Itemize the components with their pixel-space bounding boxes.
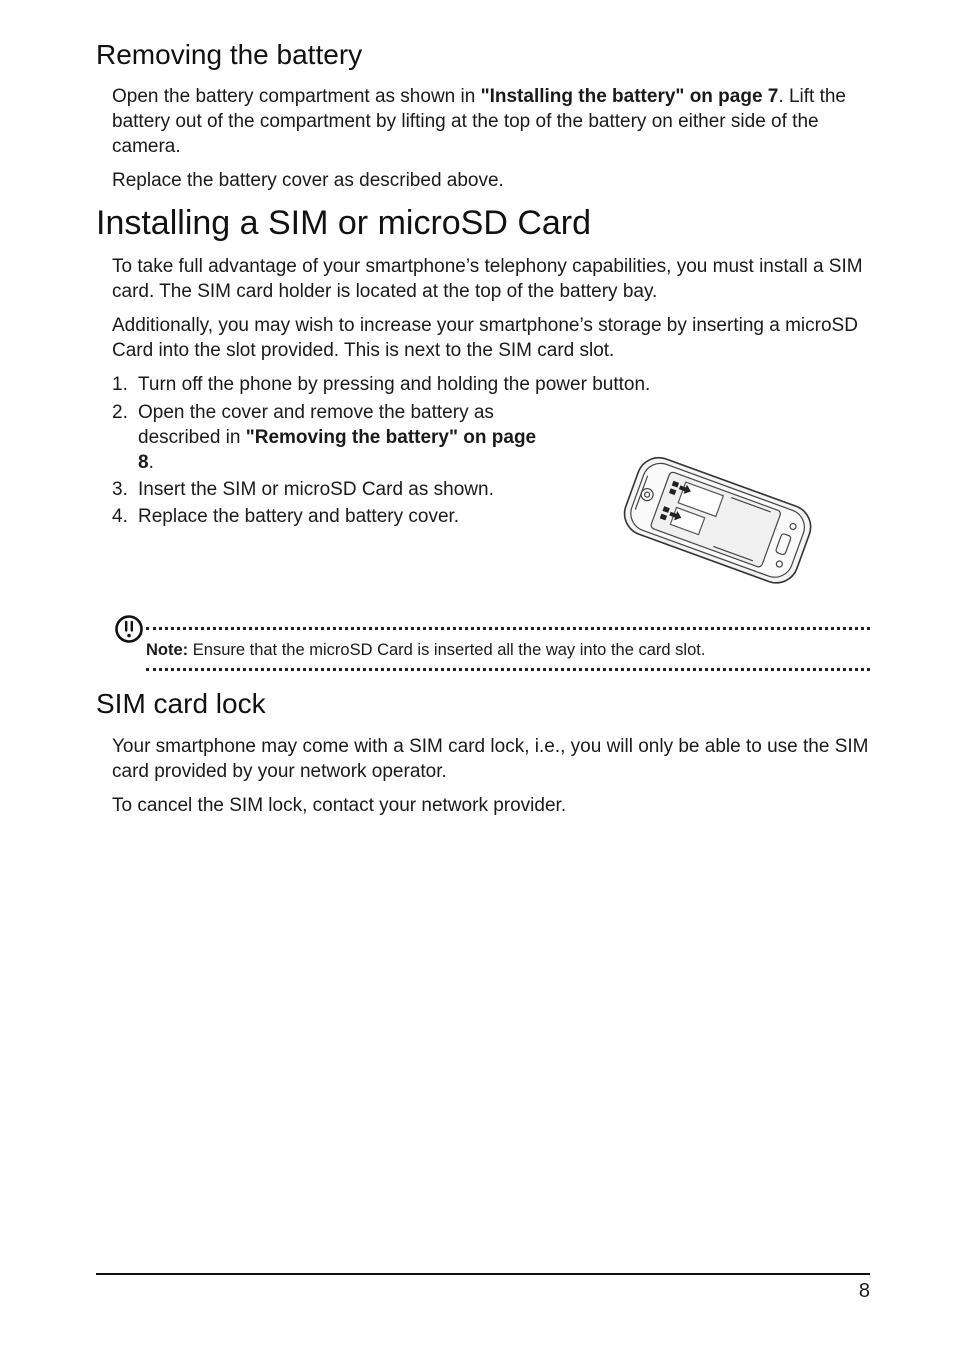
heading-sim-card-lock: SIM card lock [96,688,266,719]
para-text: . Lift the battery out of the compartment by lifting at the top of the battery on either side of the camera. [112,86,846,157]
phone-battery-bay-illustration [615,450,820,588]
step-text: Turn off the phone by pressing and holding the power button. [138,374,651,395]
heading-installing-sim: Installing a SIM or microSD Card [96,204,592,242]
note-label: Note: [146,641,189,659]
cancel-sim-lock-paragraph: To cancel the SIM lock, contact your network provider. [112,795,567,816]
step-3 [112,477,542,502]
note-bottom-divider [146,668,870,671]
step-1 [112,372,872,397]
step-4 [112,504,542,529]
step-2 [112,400,542,475]
cross-reference-link[interactable]: "Removing the battery" on page 8 [138,427,537,473]
step-text [138,400,538,475]
step-text: Replace the battery and battery cover. [138,506,460,527]
replace-cover-paragraph: Replace the battery cover as described above. [112,170,504,191]
step-text-part: . [148,452,154,473]
heading-removing-battery: Removing the battery [96,39,363,70]
step-text: Insert the SIM or microSD Card as shown. [138,479,494,500]
sim-lock-paragraph: Your smartphone may come with a SIM card lock, i.e., you will only be able to use the SIM card provided by your network operator. [112,736,869,782]
step-number: 3. [112,479,128,500]
note-top-divider [146,627,870,630]
step-number: 4. [112,506,128,527]
cross-reference-link[interactable]: "Installing the battery" on page 7 [480,86,779,107]
microsd-paragraph: Additionally, you may wish to increase your smartphone’s storage by inserting a microSD Card into the slot provided. This is next to the SIM card slot. [112,315,858,361]
note-text [146,640,870,660]
note-body: Ensure that the microSD Card is inserted all the way into the card slot. [188,641,706,659]
step-number: 1. [112,374,128,395]
removing-battery-paragraph [112,84,872,159]
sim-intro-paragraph: To take full advantage of your smartphone’s telephony capabilities, you must install a SIM card. The SIM card holder is located at the top of the battery bay. [112,256,863,302]
step-text-part: Open the cover and remove the battery as described in [138,402,494,448]
page-number: 8 [858,1280,870,1302]
exclamation-circle-icon [114,614,144,644]
para-text: Open the battery compartment as shown in [112,86,481,107]
footer-rule [96,1273,870,1275]
step-number: 2. [112,402,128,423]
